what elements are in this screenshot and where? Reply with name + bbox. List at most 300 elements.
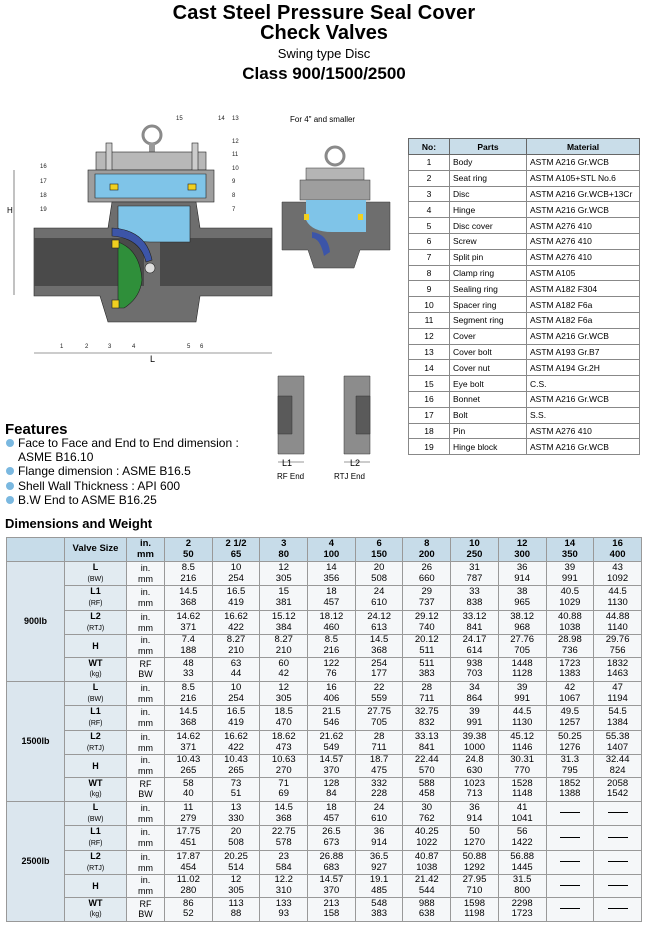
value-in: 10.43 xyxy=(176,754,201,766)
value-cell xyxy=(308,826,356,850)
value-cell xyxy=(498,755,546,777)
unit-cell xyxy=(127,562,165,586)
value-in: 122 xyxy=(323,657,340,669)
value-mm: 1292 xyxy=(463,861,486,873)
value-cell xyxy=(451,777,499,801)
small-valve-drawing xyxy=(278,140,396,270)
value-mm: 370 xyxy=(323,884,340,896)
value-cell xyxy=(165,826,213,850)
value-in: 12 xyxy=(278,562,289,573)
valve-size-header xyxy=(65,538,127,562)
dimension-label xyxy=(65,730,127,754)
value-in: 40.88 xyxy=(557,610,582,622)
size-in: 2 xyxy=(185,537,191,549)
value-cell xyxy=(308,850,356,874)
part-name: Cover bolt xyxy=(450,344,527,360)
dimensions-table xyxy=(6,537,642,922)
unit-in: in. xyxy=(139,537,152,549)
part-material: ASTM A276 410 xyxy=(527,249,640,265)
value-mm: 762 xyxy=(418,812,435,824)
value-mm: 549 xyxy=(323,741,340,753)
part-name: Cover nut xyxy=(450,360,527,376)
value-cell xyxy=(451,875,499,897)
value-cell xyxy=(546,897,594,921)
value-mm: 683 xyxy=(323,861,340,873)
value-cell xyxy=(451,682,499,706)
value-mm: 514 xyxy=(228,861,244,873)
size-mm: 50 xyxy=(183,548,194,560)
value-in: 938 xyxy=(466,657,483,669)
unit1: in. xyxy=(140,587,151,598)
value-cell xyxy=(498,777,546,801)
unit-cell xyxy=(127,730,165,754)
size-in: 6 xyxy=(376,537,382,549)
value-mm: 210 xyxy=(275,644,292,656)
value-cell xyxy=(260,730,308,754)
value-cell xyxy=(403,802,451,826)
part-material: ASTM A216 Gr.WCB xyxy=(527,439,640,455)
unit1: in. xyxy=(140,563,151,573)
callout: 5 xyxy=(187,344,191,350)
value-mm: 578 xyxy=(275,837,292,849)
value-mm: 1092 xyxy=(607,572,629,584)
value-cell xyxy=(403,586,451,610)
part-name: Hinge block xyxy=(450,439,527,455)
part-number: 18 xyxy=(409,423,450,439)
value-cell xyxy=(355,802,403,826)
features-list xyxy=(6,436,239,507)
value-mm: 381 xyxy=(275,597,292,609)
value-cell xyxy=(355,826,403,850)
value-mm: 383 xyxy=(418,668,435,680)
value-mm: 419 xyxy=(228,717,244,729)
value-cell xyxy=(403,875,451,897)
dim-code: WT xyxy=(88,777,103,788)
dims-corner xyxy=(7,538,65,562)
callout: 12 xyxy=(232,139,239,145)
part-name: Seat ring xyxy=(450,170,527,186)
value-cell xyxy=(212,897,260,921)
value-in: 43 xyxy=(612,562,623,573)
value-mm: 368 xyxy=(371,644,388,656)
part-name: Clamp ring xyxy=(450,265,527,281)
valve-size-header-text: Valve Size xyxy=(72,543,119,555)
parts-row xyxy=(409,360,640,376)
value-mm: 475 xyxy=(371,764,388,776)
unit-header xyxy=(127,538,165,562)
dim-code: L2 xyxy=(90,850,101,861)
value-mm: 188 xyxy=(180,644,197,656)
value-cell xyxy=(260,586,308,610)
part-number: 16 xyxy=(409,391,450,407)
part-material: ASTM A216 Gr.WCB xyxy=(527,202,640,218)
unit2: mm xyxy=(138,742,153,753)
unit2: mm xyxy=(138,645,153,656)
size-in: 12 xyxy=(516,537,528,549)
value-in: 20 xyxy=(230,826,242,838)
value-mm: 711 xyxy=(371,741,387,753)
value-mm: 1384 xyxy=(607,717,629,729)
value-mm: 1000 xyxy=(463,741,486,753)
value-cell xyxy=(546,875,594,897)
value-mm: 991 xyxy=(514,692,531,704)
dim-code: L2 xyxy=(90,730,101,741)
value-in: 15 xyxy=(278,586,289,598)
parts-row xyxy=(409,376,640,392)
value-cell xyxy=(451,826,499,850)
value-mm: 546 xyxy=(323,717,340,729)
value-cell xyxy=(498,850,546,874)
value-mm: 69 xyxy=(278,788,289,800)
parts-row xyxy=(409,218,640,234)
value-in: 22 xyxy=(373,682,385,694)
size-header xyxy=(403,538,451,562)
value-mm: 457 xyxy=(323,812,340,824)
value-in: 24 xyxy=(373,586,385,598)
value-mm: 158 xyxy=(323,908,340,920)
value-in: 988 xyxy=(418,897,435,909)
value-in: 12.2 xyxy=(274,874,293,886)
value-in: 40.25 xyxy=(414,826,439,838)
part-material: ASTM A276 410 xyxy=(527,423,640,439)
value-cell xyxy=(308,657,356,681)
value-cell xyxy=(212,586,260,610)
value-in: 58 xyxy=(183,777,194,789)
size-header xyxy=(212,538,260,562)
part-name: Eye bolt xyxy=(450,376,527,392)
value-in: 8.27 xyxy=(226,634,246,646)
value-in: 14.5 xyxy=(179,706,198,718)
value-in: 11 xyxy=(183,802,194,814)
value-mm: 991 xyxy=(561,572,578,584)
value-cell xyxy=(165,850,213,874)
subtitle: Swing type Disc xyxy=(277,46,371,61)
part-material: ASTM A276 410 xyxy=(527,233,640,249)
value-in: 44.88 xyxy=(605,610,630,622)
part-material: ASTM A105+STL No.6 xyxy=(527,170,640,186)
value-in: 27.95 xyxy=(462,874,487,886)
value-mm: 787 xyxy=(466,572,483,584)
unit1: in. xyxy=(140,827,151,838)
value-in: 39.38 xyxy=(462,730,487,742)
value-in: 24 xyxy=(373,802,385,814)
value-cell xyxy=(403,826,451,850)
unit1: in. xyxy=(140,731,151,742)
value-mm: 703 xyxy=(466,668,483,680)
value-in: 1528 xyxy=(511,777,533,789)
value-in: 11.02 xyxy=(176,874,200,886)
value-in: 10.63 xyxy=(271,754,296,766)
value-cell xyxy=(355,777,403,801)
value-mm: 88 xyxy=(230,908,242,920)
size-header xyxy=(308,538,356,562)
value-in: 60 xyxy=(278,657,289,669)
parts-row xyxy=(409,170,640,186)
value-in: 1723 xyxy=(559,657,581,669)
value-mm: 216 xyxy=(180,572,197,584)
value-mm: 1383 xyxy=(559,668,581,680)
value-mm: 740 xyxy=(418,621,435,633)
value-in: 23 xyxy=(278,850,289,862)
value-in: 213 xyxy=(323,897,340,909)
unit-cell xyxy=(127,610,165,634)
title-line2: Check Valves xyxy=(260,22,388,44)
size-header xyxy=(355,538,403,562)
value-mm: 711 xyxy=(419,692,435,704)
callout: 1 xyxy=(60,344,64,350)
value-cell xyxy=(403,897,451,921)
dim-code: L xyxy=(92,562,99,572)
value-cell xyxy=(594,706,642,730)
parts-row xyxy=(409,281,640,297)
value-in: 20.25 xyxy=(224,850,248,862)
part-name: Pin xyxy=(450,423,527,439)
dimension-label xyxy=(65,682,127,706)
value-mm: 1128 xyxy=(511,668,533,680)
value-in: 30 xyxy=(421,802,433,814)
value-in: 15.12 xyxy=(271,610,296,622)
value-in: 31.5 xyxy=(512,874,532,886)
part-number: 1 xyxy=(409,155,450,171)
dim-code: L xyxy=(92,682,99,693)
part-number: 5 xyxy=(409,218,450,234)
dim-h-label: H xyxy=(7,206,13,215)
value-in: 36 xyxy=(373,826,385,838)
value-cell xyxy=(165,610,213,634)
unit-mm: mm xyxy=(137,548,154,560)
dim-sub: (BW) xyxy=(87,815,104,823)
value-cell xyxy=(212,682,260,706)
no-value-dash xyxy=(608,861,628,862)
parts-row xyxy=(409,423,640,439)
value-cell xyxy=(308,755,356,777)
parts-row xyxy=(409,202,640,218)
parts-row xyxy=(409,344,640,360)
part-material: ASTM A182 F6a xyxy=(527,312,640,328)
parts-row xyxy=(409,328,640,344)
part-number: 15 xyxy=(409,376,450,392)
value-in: 50.88 xyxy=(462,850,487,862)
value-in: 54.5 xyxy=(608,706,627,718)
no-value-dash xyxy=(560,812,580,813)
value-cell xyxy=(594,826,642,850)
end-types-drawing xyxy=(264,374,404,486)
value-cell xyxy=(594,755,642,777)
value-cell xyxy=(594,897,642,921)
value-mm: 1407 xyxy=(607,741,629,753)
parts-table xyxy=(408,138,640,455)
value-mm: 310 xyxy=(275,884,292,896)
dimension-label xyxy=(65,610,127,634)
value-in: 71 xyxy=(278,777,289,789)
dimensions-title: Dimensions and Weight xyxy=(5,516,153,531)
value-cell xyxy=(212,875,260,897)
dimension-row xyxy=(7,706,642,730)
value-cell xyxy=(212,755,260,777)
part-number: 12 xyxy=(409,328,450,344)
value-cell xyxy=(260,755,308,777)
value-mm: 330 xyxy=(228,812,244,824)
value-in: 2058 xyxy=(607,777,629,789)
unit2: mm xyxy=(138,573,153,584)
value-in: 36 xyxy=(516,562,528,573)
unit1: in. xyxy=(140,851,151,862)
dimension-row xyxy=(7,586,642,610)
pressure-class-cell: 2500lb xyxy=(7,802,65,922)
value-in: 113 xyxy=(228,897,244,909)
callout: 11 xyxy=(232,152,239,158)
value-in: 14.5 xyxy=(369,634,389,646)
part-number: 11 xyxy=(409,312,450,328)
value-mm: 76 xyxy=(326,668,337,680)
value-cell xyxy=(165,586,213,610)
value-cell xyxy=(308,682,356,706)
value-in: 17.75 xyxy=(176,826,201,838)
value-cell xyxy=(355,635,403,657)
value-in: 1852 xyxy=(559,777,581,789)
value-cell xyxy=(212,730,260,754)
value-mm: 965 xyxy=(514,597,531,609)
value-cell xyxy=(260,610,308,634)
value-in: 14.62 xyxy=(176,610,201,622)
value-cell xyxy=(451,755,499,777)
part-number: 6 xyxy=(409,233,450,249)
pressure-class-cell: 900lb xyxy=(7,562,65,682)
value-mm: 756 xyxy=(609,644,626,656)
dim-sub: (RTJ) xyxy=(86,744,105,752)
value-cell xyxy=(498,875,546,897)
dim-sub: (RF) xyxy=(88,840,103,848)
value-in: 30.31 xyxy=(510,754,535,766)
dim-l-label: L xyxy=(150,354,156,364)
dim-code: H xyxy=(92,760,99,771)
size-in: 16 xyxy=(612,537,623,549)
value-mm: 1148 xyxy=(511,788,533,800)
no-value-dash xyxy=(608,885,628,886)
value-mm: 254 xyxy=(228,572,244,584)
value-cell xyxy=(355,875,403,897)
value-cell xyxy=(498,562,546,586)
value-mm: 368 xyxy=(275,812,292,824)
dimension-label xyxy=(65,706,127,730)
value-cell xyxy=(308,897,356,921)
value-mm: 279 xyxy=(180,812,197,824)
no-value-dash xyxy=(560,861,580,862)
value-mm: 40 xyxy=(183,788,194,800)
value-in: 548 xyxy=(371,897,388,909)
feature-item: Flange dimension : ASME B16.5 xyxy=(6,464,239,478)
callout: 19 xyxy=(40,207,47,213)
value-cell xyxy=(212,610,260,634)
value-mm: 673 xyxy=(323,837,340,849)
value-mm: 710 xyxy=(466,884,483,896)
value-mm: 1542 xyxy=(607,788,629,800)
part-name: Disc cover xyxy=(450,218,527,234)
parts-row xyxy=(409,439,640,455)
value-mm: 737 xyxy=(418,597,435,609)
value-cell xyxy=(260,635,308,657)
value-cell xyxy=(546,657,594,681)
value-in: 18.5 xyxy=(274,706,293,718)
value-mm: 736 xyxy=(561,644,578,656)
value-cell xyxy=(165,657,213,681)
value-in: 29 xyxy=(421,586,433,598)
dim-code: L1 xyxy=(90,586,101,597)
value-in: 38.12 xyxy=(510,610,535,622)
value-mm: 33 xyxy=(183,668,194,680)
value-in: 39 xyxy=(516,682,528,694)
value-cell xyxy=(546,610,594,634)
dimension-row xyxy=(7,755,642,777)
value-mm: 570 xyxy=(418,764,435,776)
value-cell xyxy=(308,730,356,754)
value-mm: 216 xyxy=(180,692,197,704)
value-in: 19.1 xyxy=(369,874,389,886)
value-cell xyxy=(165,682,213,706)
value-mm: 508 xyxy=(228,837,244,849)
value-cell xyxy=(355,730,403,754)
value-mm: 1257 xyxy=(559,717,581,729)
parts-row xyxy=(409,155,640,171)
part-name: Bolt xyxy=(450,407,527,423)
value-in: 41 xyxy=(516,802,528,814)
value-in: 28 xyxy=(421,682,433,694)
unit-cell xyxy=(127,826,165,850)
value-cell xyxy=(308,586,356,610)
unit-cell xyxy=(127,777,165,801)
dimension-label xyxy=(65,875,127,897)
no-value-dash xyxy=(560,885,580,886)
value-mm: 1038 xyxy=(559,621,581,633)
unit1: in. xyxy=(140,611,151,622)
value-mm: 927 xyxy=(371,861,388,873)
value-in: 55.38 xyxy=(605,730,630,742)
value-in: 18.62 xyxy=(271,730,296,742)
part-name: Segment ring xyxy=(450,312,527,328)
value-in: 12 xyxy=(230,874,242,886)
value-cell xyxy=(403,755,451,777)
unit2: mm xyxy=(138,598,153,609)
value-in: 18.12 xyxy=(319,610,344,622)
dimension-label xyxy=(65,802,127,826)
value-in: 38 xyxy=(516,586,528,598)
value-mm: 584 xyxy=(275,861,292,873)
value-cell xyxy=(308,562,356,586)
value-mm: 841 xyxy=(418,741,435,753)
value-mm: 1463 xyxy=(607,668,629,680)
dim-code: L1 xyxy=(90,706,101,717)
value-mm: 177 xyxy=(371,668,388,680)
value-cell xyxy=(260,802,308,826)
value-in: 17.87 xyxy=(176,850,201,862)
value-cell xyxy=(594,586,642,610)
value-cell xyxy=(403,682,451,706)
value-in: 32.75 xyxy=(414,706,439,718)
dimension-label xyxy=(65,657,127,681)
value-in: 1598 xyxy=(463,897,486,909)
value-cell xyxy=(594,610,642,634)
value-cell xyxy=(451,657,499,681)
value-mm: 419 xyxy=(228,597,244,609)
no-value-dash xyxy=(608,908,628,909)
value-cell xyxy=(594,777,642,801)
callout: 14 xyxy=(218,116,225,122)
parts-row xyxy=(409,265,640,281)
dimension-row xyxy=(7,897,642,921)
value-cell xyxy=(546,586,594,610)
part-material: ASTM A105 xyxy=(527,265,640,281)
callout: 6 xyxy=(200,344,204,350)
